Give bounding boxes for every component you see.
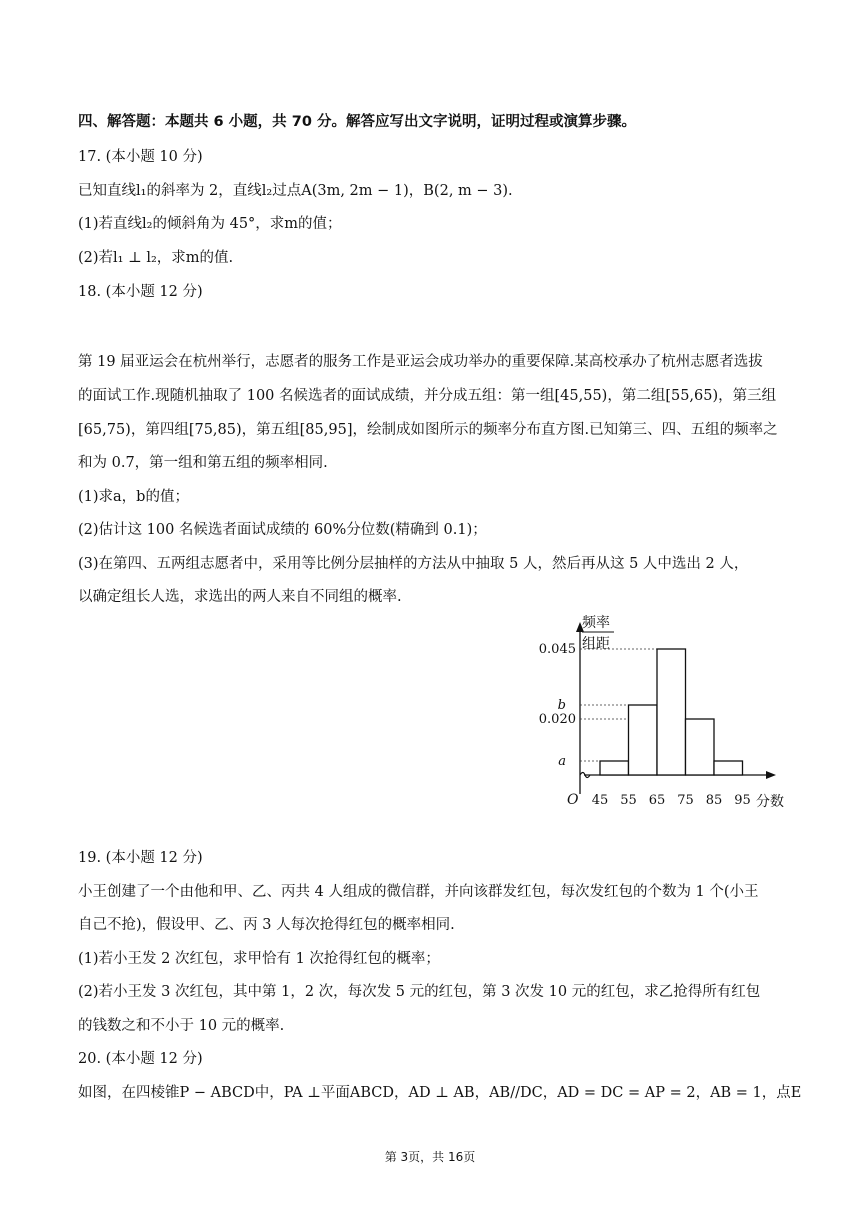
x-tick-label: 75 [677,793,694,808]
q17-part2: (2)若l₁ ⊥ l₂，求m的值. [78,250,234,266]
q18-para2: 的面试工作.现随机抽取了 100 名候选者的面试成绩，并分成五组：第一组[45,55)，第二组[55,65)，第三组 [78,388,777,404]
q18-para4: 和为 0.7，第一组和第五组的频率相同. [78,455,328,471]
q18-part2: (2)估计这 100 名候选者面试成绩的 60%分位数(精确到 0.1)； [78,522,487,538]
x-tick-label: 95 [734,793,751,808]
x-axis-label: 分数 [756,794,784,810]
x-tick-label: 85 [705,793,723,808]
q17-title: 17. (本小题 10 分) [78,149,203,165]
y-axis-label-bottom: 组距 [582,636,610,652]
page-footer: 第 3页，共 16页 [384,1150,476,1164]
y-axis-label-top: 频率 [582,615,610,631]
q20-stem: 如图，在四棱锥P − ABCD中，PA ⊥平面ABCD，AD ⊥ AB，AB//DC，AD = DC = AP = 2，AB = 1，点E [78,1085,802,1101]
x-tick-label: 65 [648,793,666,808]
q19-para2: 自己不抢)，假设甲、乙、丙 3 人每次抢得红包的概率相同. [78,917,455,933]
q19-para1: 小王创建了一个由他和甲、乙、丙共 4 人组成的微信群，并向该群发红包，每次发红包的个数为 1 个(小王 [78,884,759,900]
q18-part1: (1)求a，b的值； [78,489,189,505]
y-tick-label: 0.020 [538,712,576,727]
histogram-bar [714,761,743,775]
q18-para1: 第 19 届亚运会在杭州举行，志愿者的服务工作是亚运会成功举办的重要保障.某高校承办了杭州志愿者选拔 [78,354,763,370]
origin-label: O [567,792,579,808]
histogram-bar [686,719,715,775]
q18-part3b: 以确定组长人选，求选出的两人来自不同组的概率. [78,589,402,605]
q19-part2a: (2)若小王发 3 次红包，其中第 1，2 次，每次发 5 元的红包，第 3 次发 10 元的红包，求乙抢得所有红包 [78,984,761,1000]
q18-title: 18. (本小题 12 分) [78,284,203,300]
histogram-bar [657,649,686,775]
x-tick-label: 55 [620,793,637,808]
q20-title: 20. (本小题 12 分) [78,1051,203,1067]
y-tick-label: 0.045 [538,642,576,657]
x-tick-label: 45 [591,793,609,808]
q19-title: 19. (本小题 12 分) [78,850,203,866]
q19-part2b: 的钱数之和不小于 10 元的概率. [78,1018,285,1034]
q17-stem: 已知直线l₁的斜率为 2，直线l₂过点A(3m, 2m − 1)，B(2, m − 3). [78,183,513,199]
histogram-bar [629,705,658,775]
y-tick-label: a [558,754,566,769]
y-tick-label: b [557,698,566,713]
q18-part3a: (3)在第四、五两组志愿者中，采用等比例分层抽样的方法从中抽取 5 人，然后再从这 5 人中选出 2 人， [78,556,749,572]
x-axis-arrow [766,771,776,779]
q17-part1: (1)若直线l₂的倾斜角为 45°，求m的值； [78,216,342,232]
histogram-bar [600,761,629,775]
q18-para3: [65,75)，第四组[75,85)，第五组[85,95]，绘制成如图所示的频率分布直方图.已知第三、四、五组的频率之 [78,422,778,438]
section-heading: 四、解答题：本题共 6 小题，共 70 分。解答应写出文字说明，证明过程或演算步骤。 [78,114,636,130]
q19-part1: (1)若小王发 2 次红包，求甲恰有 1 次抢得红包的概率； [78,951,440,967]
frequency-histogram [520,606,800,816]
